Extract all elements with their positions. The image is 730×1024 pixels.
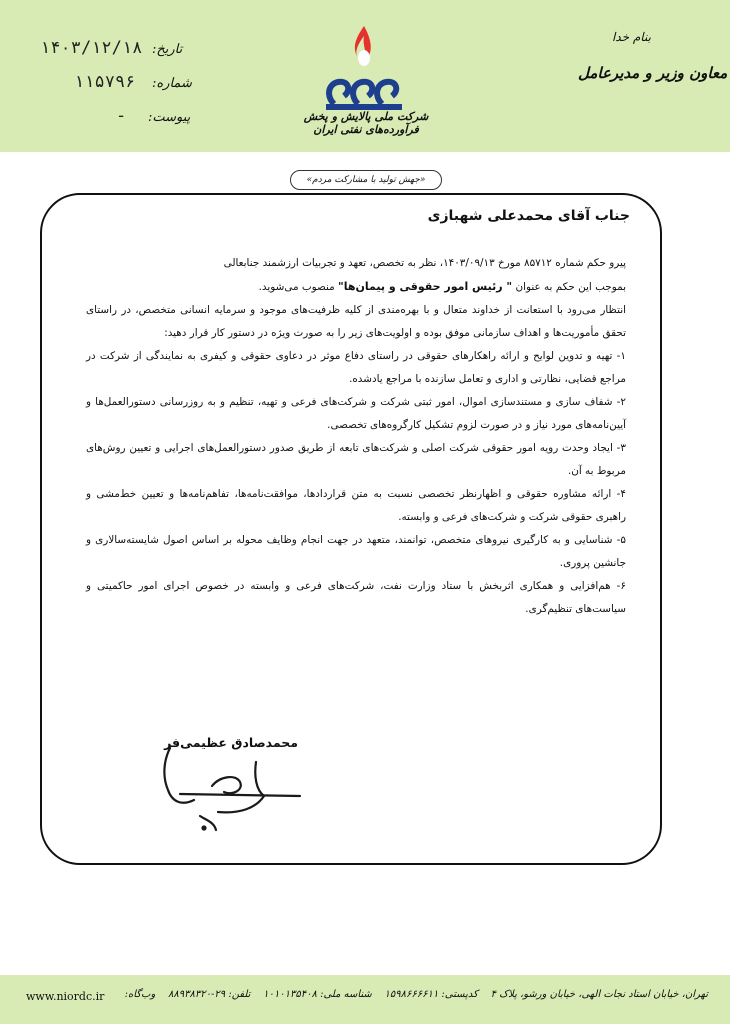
niordc-logo [318, 24, 410, 116]
signer-name: محمدصادق عظیمی‌فر [164, 735, 298, 750]
priority-item-1: ۱- تهیه و تدوین لوایح و ارائه راهکارهای حقوقی در راستای دفاع موثر در دعاوی حقوقی و کیفری به نمایندگی از شرکت در مراجع قضایی، نظارتی و اداری و تعامل سازنده با مراجع یادشده. [86, 350, 626, 385]
intro-line-2 [86, 275, 626, 299]
footer-contact [125, 989, 708, 1000]
priority-item-3: ۳- ایجاد وحدت رویه امور حقوقی شرکت اصلی و شرکت‌های تابعه از طریق صدور دستورالعمل‌های اجرایی و تعیین روش‌های مربوط به آن. [86, 442, 626, 477]
sender-title: معاون وزیر و مدیرعامل [578, 64, 728, 82]
footer-address: تهران، خیابان استاد نجات الهی، خیابان ورشو، پلاک ۴ [490, 989, 708, 1000]
footer-phone: تلفن: ۲۹-۸۸۹۳۸۳۲۰ [168, 989, 251, 1000]
footer-postal-code: کدپستی: ۱۵۹۸۶۶۶۶۱۱ [384, 989, 478, 1000]
number-value: ۱۱۵۷۹۶ [74, 72, 136, 92]
attachment-label: پیوست: [148, 110, 191, 125]
number-label: شماره: [152, 76, 192, 91]
footer-website-label: وب‌گاه: [124, 989, 156, 1000]
salutation: جناب آقای محمدعلی شهبازی [427, 208, 630, 224]
priority-item-6: ۶- هم‌افزایی و همکاری اثربخش با ستاد وزارت نفت، شرکت‌های فرعی و وابسته در خصوص اجرای امور حاکمیتی و سیاست‌های تنظیم‌گری. [86, 580, 626, 615]
priority-item-2: ۲- شفاف سازی و مستندسازی اموال، امور ثبتی شرکت و شرکت‌های فرعی و تهیه، تنظیم و به روزرسانی دستورالعمل‌ها و آیین‌نامه‌های مورد نیاز و در صورت لزوم تشکیل کارگروه‌های تخصصی. [86, 396, 626, 431]
footer-national-id: شناسه ملی: ۱۰۱۰۱۳۵۴۰۸ [263, 989, 372, 1000]
intro-line-1: پیرو حکم شماره ۸۵۷۱۲ مورخ ۱۴۰۳/۰۹/۱۳، نظر به تخصص، تعهد و تجربیات ارزشمند جنابعالی [223, 257, 626, 269]
date-label: تاریخ: [152, 42, 183, 57]
footer-website[interactable]: www.niordc.ir [26, 990, 105, 1003]
company-name: شرکت ملی پالایش و پخش فرآورده‌های نفتی ایران [303, 110, 429, 136]
date-value: ۱۴۰۳/۱۲/۱۸ [40, 38, 143, 58]
intro-before: بموجب این حکم به عنوان [515, 281, 626, 293]
intro-after: منصوب می‌شوید. [258, 281, 335, 293]
position-title: " رئیس امور حقوقی و پیمان‌ها" [338, 280, 513, 293]
slogan: «جهش تولید با مشارکت مردم» [290, 170, 442, 190]
expectation-paragraph: انتظار می‌رود با استعانت از خداوند متعال و با بهره‌مندی از کلیه ظرفیت‌های موجود و سرمایه انسانی متخصص، در راستای تحقق مأموریت‌ها و اهداف سازمانی موفق بوده و اولویت‌های زیر را به صورت ویژه در دستور کار قرار دهید: [86, 304, 626, 339]
bismillah: بنام خدا [612, 30, 651, 44]
letter-body [86, 252, 626, 621]
attachment-value: - [116, 106, 127, 126]
priority-item-4: ۴- ارائه مشاوره حقوقی و اظهارنظر تخصصی نسبت به متن قراردادها، موافقت‌نامه‌ها، تفاهم‌نامه‌ها و تعیین خط‌مشی و راهبری حقوقی شرکت و شرکت‌های فرعی و وابسته. [86, 488, 626, 523]
signature-mark [160, 740, 310, 840]
priority-item-5: ۵- شناسایی و به کارگیری نیروهای متخصص، توانمند، متعهد در جهت انجام وظایف محوله بر اساس اصول شایسته‌سالاری و جانشین پروری. [86, 534, 626, 569]
